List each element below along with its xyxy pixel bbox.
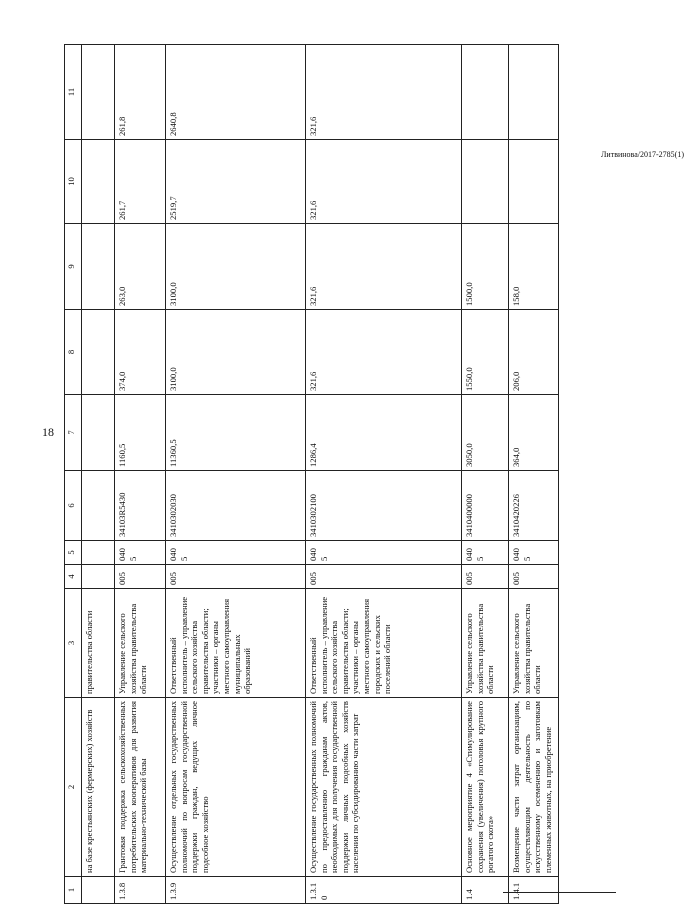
grbs-code [82, 565, 115, 589]
amount-2019: 321,6 [306, 140, 462, 224]
measure-name: на базе крестьянских (фермерских) хозяйств [82, 698, 115, 877]
table-row [306, 45, 462, 904]
responsible-executor: Управление сельского хозяйства правительства области [462, 589, 509, 698]
amount-2018 [82, 224, 115, 310]
amount-2019 [509, 140, 559, 224]
grbs-code: 005 [509, 565, 559, 589]
row-number: 1.4.1 [509, 877, 559, 904]
csr-code: 3410420226 [509, 471, 559, 541]
amount-2019 [462, 140, 509, 224]
amount-2018: 1500,0 [462, 224, 509, 310]
row-number [82, 877, 115, 904]
row-number: 1.3.10 [306, 877, 462, 904]
total-amount: 364,0 [509, 395, 559, 471]
amount-2020 [462, 45, 509, 140]
measure-name: Осуществление государственных полномочий по предоставлению гражданам актов, необходимых для получения государственной поддержки личных подсобных хозяйств населения по субсидированию части затрат [306, 698, 462, 877]
measure-name: Возмещение части затрат организациям, осуществляющим деятельность по искусственному осеменению и заготовкам племенных животных, на приобретение [509, 698, 559, 877]
amount-2017 [82, 310, 115, 395]
amount-2019: 2519,7 [166, 140, 306, 224]
table-row [82, 45, 115, 904]
responsible-executor: Ответственный исполнитель – управление сельского хозяйства правительства области; участники – органы местного самоуправления городских и сельских поселений области [306, 589, 462, 698]
footer-code: Литвинова/2017-2785(1) [601, 150, 684, 159]
csr-code: 3410302030 [166, 471, 306, 541]
row-number: 1.4 [462, 877, 509, 904]
total-amount: 1286,4 [306, 395, 462, 471]
amount-2017: 1550,0 [462, 310, 509, 395]
grbs-code: 005 [115, 565, 166, 589]
column-number: 9 [65, 224, 82, 310]
table-row [462, 45, 509, 904]
amount-2020 [82, 45, 115, 140]
column-number: 10 [65, 140, 82, 224]
csr-code: 3410302100 [306, 471, 462, 541]
amount-2017: 3100,0 [166, 310, 306, 395]
measure-name: Основное мероприятие 4 «Стимулирование сохранения (увеличения) поголовья крупного рогатого скота» [462, 698, 509, 877]
total-amount: 1160,5 [115, 395, 166, 471]
table-row [115, 45, 166, 904]
column-number: 8 [65, 310, 82, 395]
column-number: 3 [65, 589, 82, 698]
amount-2019: 261,7 [115, 140, 166, 224]
csr-code: 34103R5430 [115, 471, 166, 541]
rotated-page-content [64, 44, 559, 904]
amount-2019 [82, 140, 115, 224]
column-number: 4 [65, 565, 82, 589]
responsible-executor: Управление сельского хозяйства правительства области [115, 589, 166, 698]
amount-2018: 263,0 [115, 224, 166, 310]
amount-2017: 206,0 [509, 310, 559, 395]
page-number: 18 [42, 425, 54, 439]
csr-code: 3410400000 [462, 471, 509, 541]
rzpr-code: 0405 [166, 541, 306, 565]
column-number: 1 [65, 877, 82, 904]
responsible-executor: Ответственный исполнитель – управление сельского хозяйства правительства области; участники – органы местного самоуправления муниципальных образований [166, 589, 306, 698]
amount-2018: 3100,0 [166, 224, 306, 310]
amount-2020: 2640,8 [166, 45, 306, 140]
amount-2020: 321,6 [306, 45, 462, 140]
amount-2020: 261,8 [115, 45, 166, 140]
program-table [64, 44, 559, 904]
table-row [166, 45, 306, 904]
total-amount: 11360,5 [166, 395, 306, 471]
amount-2018: 158,0 [509, 224, 559, 310]
responsible-executor: правительства области [82, 589, 115, 698]
amount-2017: 321,6 [306, 310, 462, 395]
csr-code [82, 471, 115, 541]
column-number: 7 [65, 395, 82, 471]
column-number: 5 [65, 541, 82, 565]
row-number: 1.3.8 [115, 877, 166, 904]
rzpr-code: 0405 [115, 541, 166, 565]
total-amount [82, 395, 115, 471]
amount-2018: 321,6 [306, 224, 462, 310]
rzpr-code: 0405 [462, 541, 509, 565]
amount-2020 [509, 45, 559, 140]
grbs-code: 005 [306, 565, 462, 589]
measure-name: Осуществление отдельных государственных полномочий по вопросам государственной поддержки граждан, ведущих личное подсобное хозяйство [166, 698, 306, 877]
column-number-row [65, 45, 82, 904]
row-number: 1.3.9 [166, 877, 306, 904]
table-row [509, 45, 559, 904]
column-number: 11 [65, 45, 82, 140]
measure-name: Грантовая поддержка сельскохозяйственных потребительских кооперативов для развития материально-технической базы [115, 698, 166, 877]
rzpr-code: 0405 [306, 541, 462, 565]
responsible-executor: Управление сельского хозяйства правительства области [509, 589, 559, 698]
column-number: 2 [65, 698, 82, 877]
rzpr-code [82, 541, 115, 565]
grbs-code: 005 [462, 565, 509, 589]
column-number: 6 [65, 471, 82, 541]
rzpr-code: 0405 [509, 541, 559, 565]
grbs-code: 005 [166, 565, 306, 589]
total-amount: 3050,0 [462, 395, 509, 471]
amount-2017: 374,0 [115, 310, 166, 395]
